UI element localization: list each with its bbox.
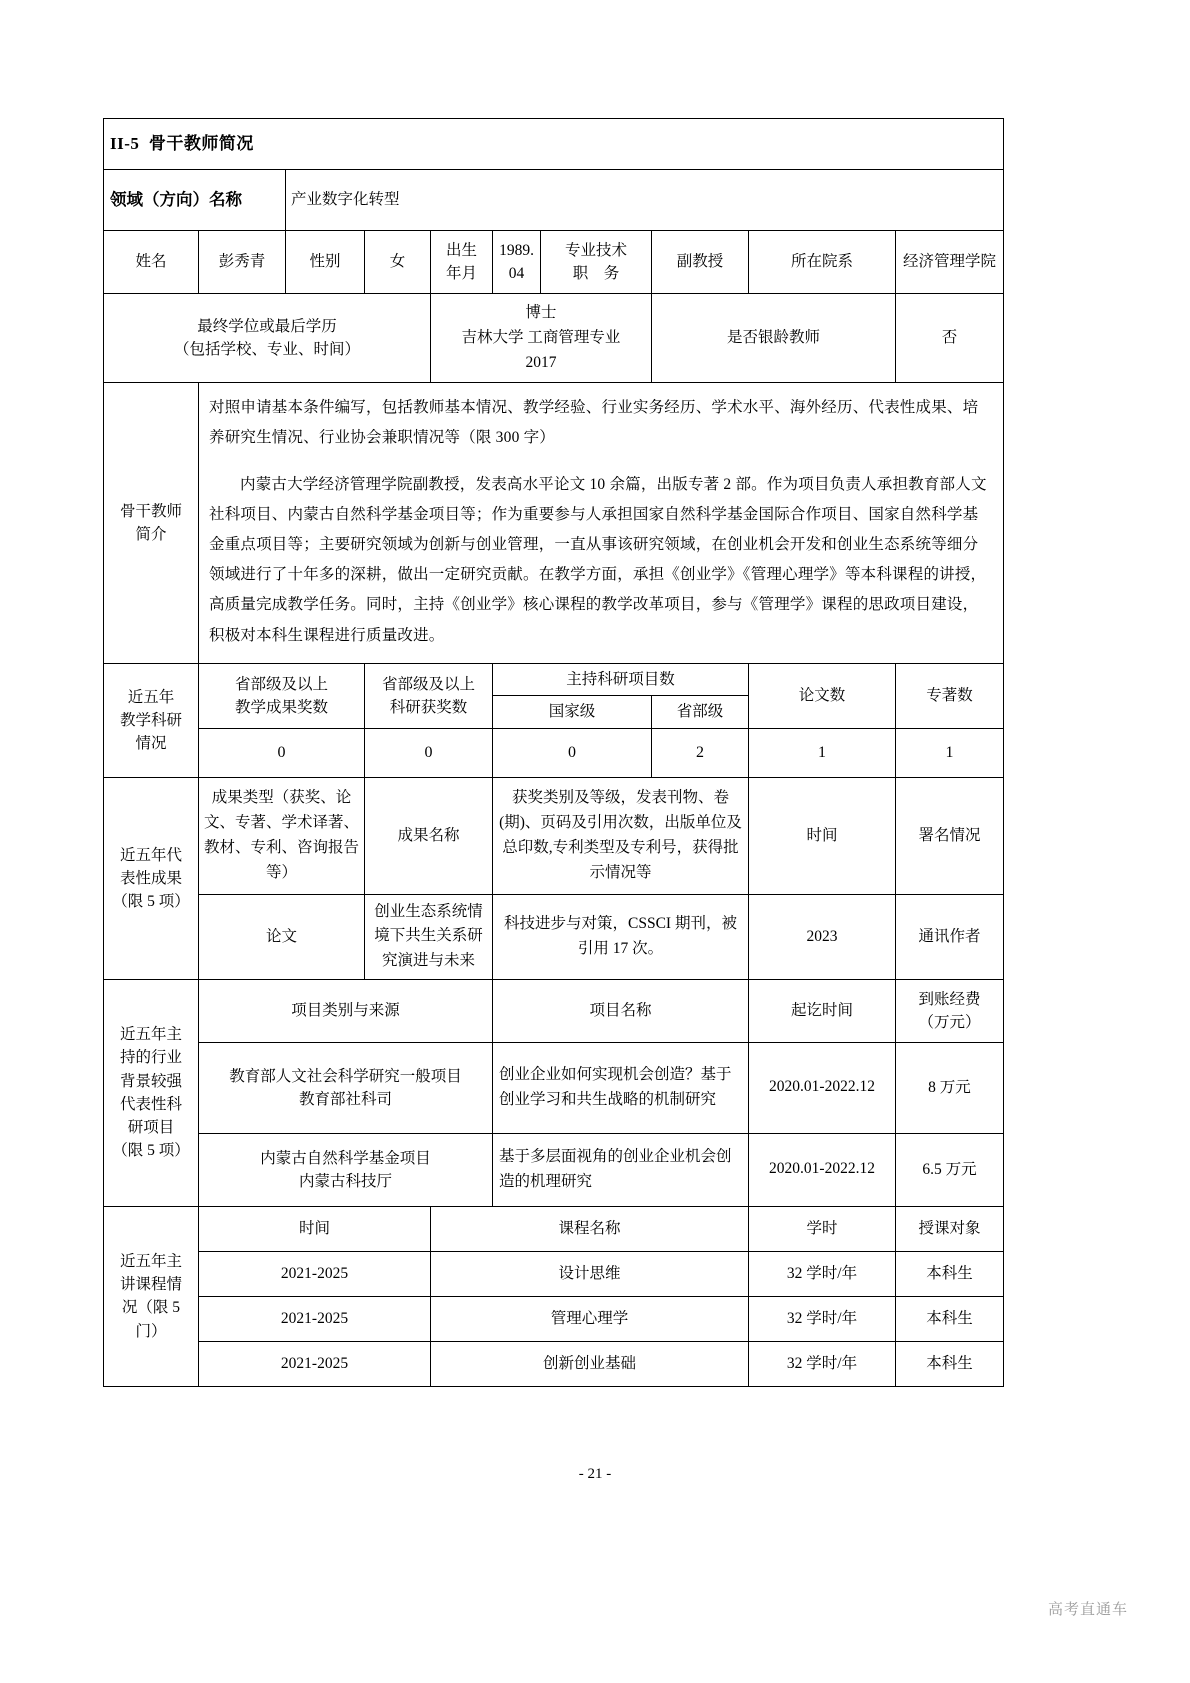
project-name: 基于多层面视角的创业企业机会创造的机理研究 bbox=[493, 1133, 749, 1206]
gender-label: 性别 bbox=[286, 231, 365, 294]
course-audience: 本科生 bbox=[896, 1296, 1004, 1341]
achievement-time: 2023 bbox=[749, 894, 896, 979]
achievement-name: 创业生态系统情境下共生关系研究演进与未来 bbox=[365, 894, 493, 979]
section-title-row bbox=[104, 119, 1004, 170]
silver-teacher-label: 是否银龄教师 bbox=[652, 294, 896, 383]
table-row bbox=[104, 1251, 1004, 1296]
course-name: 创新创业基础 bbox=[431, 1341, 749, 1386]
professional-title-label bbox=[541, 231, 652, 294]
projects-row-label bbox=[104, 979, 199, 1206]
project-category bbox=[199, 1133, 493, 1206]
watermark: 高考直通车 bbox=[1047, 1601, 1128, 1618]
professional-title-label-line1: 专业技术 bbox=[564, 241, 627, 259]
stats-research-award-header-line1: 省部级及以上 bbox=[381, 675, 475, 693]
stats-projects-group-header: 主持科研项目数 bbox=[493, 663, 749, 696]
stats-row-label-line3: 情况 bbox=[135, 735, 167, 752]
achievements-name-header: 成果名称 bbox=[365, 777, 493, 894]
table-row bbox=[104, 894, 1004, 979]
courses-row-label-line3: 况（限 5 bbox=[121, 1299, 181, 1317]
achievements-row-label bbox=[104, 777, 199, 979]
stats-teaching-award-header-line1: 省部级及以上 bbox=[234, 675, 328, 693]
stats-research-award-value: 0 bbox=[365, 728, 493, 777]
course-audience: 本科生 bbox=[896, 1251, 1004, 1296]
field-direction-label: 领域（方向）名称 bbox=[104, 170, 286, 231]
bio-label-line2: 简介 bbox=[135, 526, 167, 543]
department-value: 经济管理学院 bbox=[896, 231, 1004, 294]
project-category-line1: 教育部人文社会科学研究一般项目 bbox=[229, 1067, 462, 1085]
section-number: II-5 bbox=[110, 134, 140, 153]
courses-row-label-line1: 近五年主 bbox=[119, 1252, 182, 1270]
birth-label-line1: 出生 bbox=[445, 241, 477, 259]
degree-label-line1: 最终学位或最后学历 bbox=[197, 317, 337, 335]
projects-name-header: 项目名称 bbox=[493, 979, 749, 1042]
achievements-time-header: 时间 bbox=[749, 777, 896, 894]
field-direction-row bbox=[104, 170, 1004, 231]
stats-projects-provincial-header: 省部级 bbox=[652, 696, 749, 729]
achievement-signature: 通讯作者 bbox=[896, 894, 1004, 979]
field-direction-value: 产业数字化转型 bbox=[286, 170, 1004, 231]
professional-title-label-line2: 职 务 bbox=[572, 265, 620, 283]
degree-value-line2: 吉林大学 工商管理专业 bbox=[461, 328, 621, 346]
stats-projects-national-header: 国家级 bbox=[493, 696, 652, 729]
courses-hours-header: 学时 bbox=[749, 1206, 896, 1251]
course-name: 设计思维 bbox=[431, 1251, 749, 1296]
achievement-type: 论文 bbox=[199, 894, 365, 979]
projects-period-header: 起讫时间 bbox=[749, 979, 896, 1042]
stats-monographs-value: 1 bbox=[896, 728, 1004, 777]
project-funding: 8 万元 bbox=[896, 1042, 1004, 1133]
form-sheet bbox=[103, 118, 1003, 1387]
degree-row bbox=[104, 294, 1004, 383]
name-value: 彭秀青 bbox=[199, 231, 286, 294]
project-period: 2020.01-2022.12 bbox=[749, 1042, 896, 1133]
projects-row-label-line5: 研项目 bbox=[127, 1119, 175, 1137]
project-category-line2: 内蒙古科技厅 bbox=[298, 1172, 392, 1190]
courses-row-label-line4: 门） bbox=[135, 1322, 167, 1340]
bio-content: 内蒙古大学经济管理学院副教授，发表高水平论文 10 余篇，出版专著 2 部。作为项目负责人承担教育部人文社科项目、内蒙古自然科学基金项目等；作为重要参与人承担国家自然科学基金国际合作项目、国家自然科学基金重点项目等；主要研究领域为创新与创业管理，一直从事该研究领域，在创业机会开发和创业生态系统等细分领域进行了十年多的深耕，做出一定研究贡献。在教学方面，承担《创业学》《管理心理学》等本科课程的讲授，高质量完成教学任务。同时，主持《创业学》核心课程的教学改革项目，参与《管理学》课程的思政项目建设，积极对本科生课程进行质量改进。 bbox=[209, 475, 987, 644]
projects-row-label-line2: 持的行业 bbox=[119, 1049, 182, 1067]
stats-teaching-award-value: 0 bbox=[199, 728, 365, 777]
degree-label bbox=[104, 294, 431, 383]
section-title-text: 骨干教师简况 bbox=[148, 134, 254, 153]
project-category-line2: 教育部社科司 bbox=[298, 1090, 392, 1108]
professional-title-value: 副教授 bbox=[652, 231, 749, 294]
birth-value-line2: 04 bbox=[508, 265, 525, 283]
stats-teaching-award-header bbox=[199, 663, 365, 728]
courses-name-header: 课程名称 bbox=[431, 1206, 749, 1251]
achievements-type-header: 成果类型（获奖、论文、专著、学术译著、教材、专利、咨询报告等） bbox=[199, 777, 365, 894]
page-number: - 21 - bbox=[578, 1466, 612, 1482]
stats-values-row bbox=[104, 728, 1004, 777]
projects-row-label-line6: （限 5 项） bbox=[112, 1142, 190, 1160]
stats-projects-provincial-value: 2 bbox=[652, 728, 749, 777]
course-hours: 32 学时/年 bbox=[749, 1341, 896, 1386]
bio-content-cell bbox=[199, 383, 1004, 664]
project-funding: 6.5 万元 bbox=[896, 1133, 1004, 1206]
course-name: 管理心理学 bbox=[431, 1296, 749, 1341]
stats-row-label-line1: 近五年 bbox=[127, 688, 175, 706]
birth-label-line2: 年月 bbox=[445, 265, 477, 283]
achievements-row-label-line1: 近五年代 bbox=[119, 846, 182, 864]
projects-funding-header-line2: （万元） bbox=[918, 1013, 981, 1031]
table-row bbox=[104, 1341, 1004, 1386]
course-audience: 本科生 bbox=[896, 1341, 1004, 1386]
stats-papers-header: 论文数 bbox=[749, 663, 896, 728]
stats-header-row bbox=[104, 663, 1004, 696]
degree-label-line2: （包括学校、专业、时间） bbox=[173, 341, 360, 359]
course-time: 2021-2025 bbox=[199, 1296, 431, 1341]
project-name: 创业企业如何实现机会创造？基于创业学习和共生战略的机制研究 bbox=[493, 1042, 749, 1133]
stats-research-award-header bbox=[365, 663, 493, 728]
achievements-detail-header: 获奖类别及等级，发表刊物、卷(期)、页码及引用次数，出版单位及总印数,专利类型及专利号，获得批示情况等 bbox=[493, 777, 749, 894]
projects-funding-header-line1: 到账经费 bbox=[918, 990, 981, 1008]
department-label: 所在院系 bbox=[749, 231, 896, 294]
bio-label-line1: 骨干教师 bbox=[119, 502, 182, 520]
courses-row-label-line2: 讲课程情 bbox=[119, 1276, 182, 1294]
degree-value-line3: 2017 bbox=[525, 353, 557, 371]
courses-row-label bbox=[104, 1206, 199, 1386]
achievements-signature-header: 署名情况 bbox=[896, 777, 1004, 894]
name-label: 姓名 bbox=[104, 231, 199, 294]
course-hours: 32 学时/年 bbox=[749, 1296, 896, 1341]
achievements-header-row bbox=[104, 777, 1004, 894]
project-period: 2020.01-2022.12 bbox=[749, 1133, 896, 1206]
stats-teaching-award-header-line2: 教学成果奖数 bbox=[234, 698, 328, 716]
achievement-detail: 科技进步与对策，CSSCI 期刊，被引用 17 次。 bbox=[493, 894, 749, 979]
projects-row-label-line3: 背景较强 bbox=[119, 1072, 182, 1090]
achievements-row-label-line2: 表性成果 bbox=[119, 869, 182, 887]
silver-teacher-value: 否 bbox=[896, 294, 1004, 383]
course-time: 2021-2025 bbox=[199, 1341, 431, 1386]
courses-audience-header: 授课对象 bbox=[896, 1206, 1004, 1251]
stats-projects-national-value: 0 bbox=[493, 728, 652, 777]
courses-header-row bbox=[104, 1206, 1004, 1251]
bio-instruction: 对照申请基本条件编写，包括教师基本情况、教学经验、行业实务经历、学术水平、海外经历、代表性成果、培养研究生情况、行业协会兼职情况等（限 300 字） bbox=[209, 399, 979, 447]
stats-research-award-header-line2: 科研获奖数 bbox=[389, 698, 468, 716]
stats-papers-value: 1 bbox=[749, 728, 896, 777]
person-info-row bbox=[104, 231, 1004, 294]
degree-value bbox=[431, 294, 652, 383]
degree-value-line1: 博士 bbox=[525, 303, 557, 321]
stats-monographs-header: 专著数 bbox=[896, 663, 1004, 728]
birth-value-line1: 1989. bbox=[499, 241, 534, 259]
stats-row-label bbox=[104, 663, 199, 777]
gender-value: 女 bbox=[365, 231, 431, 294]
stats-row-label-line2: 教学科研 bbox=[119, 711, 182, 729]
bio-label bbox=[104, 383, 199, 664]
course-hours: 32 学时/年 bbox=[749, 1251, 896, 1296]
projects-category-header: 项目类别与来源 bbox=[199, 979, 493, 1042]
birth-value bbox=[493, 231, 541, 294]
bio-row bbox=[104, 383, 1004, 664]
table-row bbox=[104, 1042, 1004, 1133]
projects-header-row bbox=[104, 979, 1004, 1042]
achievements-row-label-line3: （限 5 项） bbox=[112, 893, 190, 910]
project-category bbox=[199, 1042, 493, 1133]
table-row bbox=[104, 1133, 1004, 1206]
project-category-line1: 内蒙古自然科学基金项目 bbox=[260, 1149, 431, 1167]
birth-label bbox=[431, 231, 493, 294]
projects-row-label-line4: 代表性科 bbox=[119, 1095, 182, 1113]
teacher-profile-table bbox=[103, 118, 1004, 1387]
courses-time-header: 时间 bbox=[199, 1206, 431, 1251]
section-title-cell bbox=[104, 119, 1004, 170]
projects-row-label-line1: 近五年主 bbox=[119, 1026, 182, 1044]
course-time: 2021-2025 bbox=[199, 1251, 431, 1296]
projects-funding-header bbox=[896, 979, 1004, 1042]
table-row bbox=[104, 1296, 1004, 1341]
